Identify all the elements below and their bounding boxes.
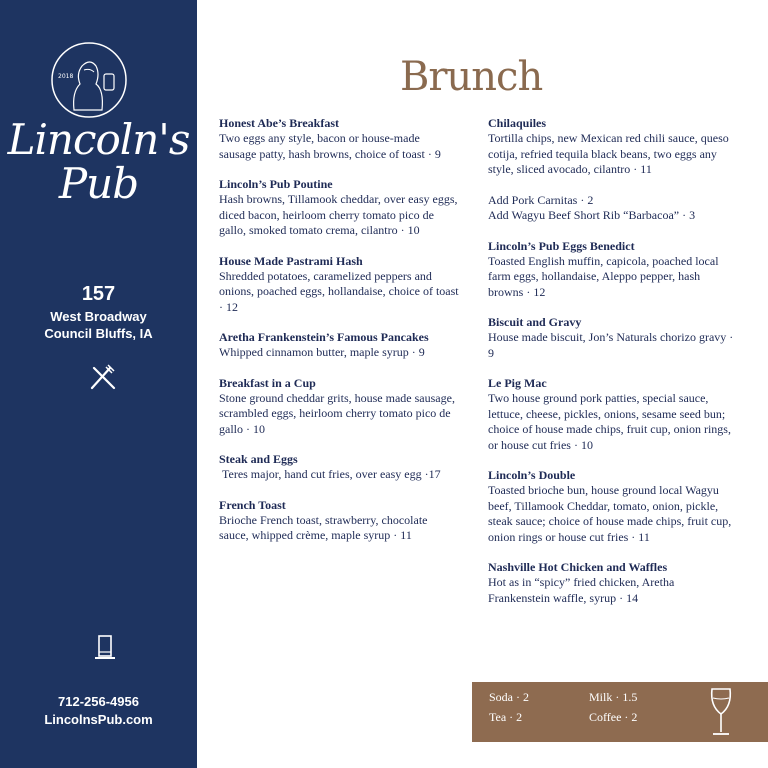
menu-item: [488, 239, 738, 301]
item-name: Lincoln’s Pub Eggs Benedict: [488, 238, 635, 253]
menu-item: [219, 177, 459, 239]
address-street: West Broadway: [50, 309, 147, 324]
item-name: Honest Abe’s Breakfast: [219, 116, 339, 130]
item-name: Aretha Frankenstein’s Famous Pancakes: [219, 330, 429, 344]
item-name: Steak and Eggs: [219, 452, 298, 466]
menu-item: [488, 468, 738, 545]
menu-item: [219, 116, 459, 162]
drink-tea: Tea · 2: [489, 710, 523, 724]
item-description: Stone ground cheddar grits, house made sausage, scrambled eggs, heirloom cherry tomato pico de gallo · 10: [219, 390, 455, 436]
utensils-icon: [88, 362, 118, 392]
addon-item: Add Pork Carnitas · 2: [488, 192, 594, 207]
item-description: Teres major, hand cut fries, over easy egg ·17: [219, 467, 441, 481]
sidebar: [0, 0, 197, 768]
item-description: Whipped cinnamon butter, maple syrup · 9: [219, 345, 425, 359]
menu-item: [488, 116, 738, 178]
item-name: Le Pig Mac: [488, 376, 547, 390]
lincoln-medallion-logo: [44, 40, 134, 120]
item-name: Chilaquiles: [488, 116, 547, 130]
menu-item: [488, 560, 738, 606]
menu-item: [219, 330, 459, 361]
item-description: Shredded potatoes, caramelized peppers and onions, poached eggs, hollandaise, choice of toast · 12: [219, 268, 459, 314]
address-number: 157: [81, 283, 116, 305]
item-name: House Made Pastrami Hash: [219, 253, 363, 268]
addon-list: [488, 193, 738, 224]
item-description: Tortilla chips, new Mexican red chili sauce, queso cotija, refried tequila black beans, two eggs any style, sliced avocado, cilantro · 11: [488, 131, 729, 176]
medallion-year: 2018: [58, 73, 74, 80]
menu-column-right: [488, 116, 738, 621]
website-link[interactable]: LincolnsPub.com: [44, 712, 153, 727]
wine-glass-icon: [704, 686, 738, 740]
item-description: Brioche French toast, strawberry, chocolate sauce, whipped crème, maple syrup · 11: [219, 512, 428, 542]
item-description: Two eggs any style, bacon or house-made sausage patty, hash browns, choice of toast · 9: [219, 131, 441, 161]
item-description: Hash browns, Tillamook cheddar, over easy eggs, diced bacon, heirloom cherry tomato pico de gallo, smoked tomato crema, cilantro · 10: [219, 192, 458, 237]
menu-item: [219, 254, 459, 316]
item-name: Lincoln’s Double: [488, 468, 576, 482]
item-name: Breakfast in a Cup: [219, 375, 316, 390]
item-name: Nashville Hot Chicken and Waffles: [488, 560, 668, 574]
top-hat-icon: [94, 634, 116, 662]
menu-item: [488, 376, 738, 453]
brand-line-1: Lincoln's: [7, 115, 190, 164]
menu-item: [219, 452, 459, 483]
menu-column-left: [219, 116, 459, 559]
item-name: French Toast: [219, 497, 286, 512]
menu-item: [219, 376, 459, 438]
brand-title: [0, 115, 197, 208]
menu-item: [219, 498, 459, 544]
item-description: Hot as in “spicy” fried chicken, Aretha Frankenstein waffle, syrup · 14: [488, 575, 675, 605]
item-description: Two house ground pork patties, special sauce, lettuce, cheese, pickles, onions, sesame seed bun; choice of house made chips, fruit cup, onion rings, or house cut fries · 10: [488, 391, 731, 452]
drink-milk: Milk · 1.5: [589, 690, 638, 704]
addon-item: Add Wagyu Beef Short Rib “Barbacoa” · 3: [488, 208, 696, 222]
drink-soda: Soda · 2: [489, 690, 529, 704]
item-name: Lincoln’s Pub Poutine: [219, 177, 333, 191]
drinks-panel: [472, 682, 768, 742]
phone-number: 712-256-4956: [58, 694, 139, 709]
brand-line-2: Pub: [58, 159, 139, 208]
item-description: Toasted English muffin, capicola, poached local farm eggs, hollandaise, Aleppo pepper, hash browns · 12: [488, 253, 719, 299]
item-description: House made biscuit, Jon’s Naturals chorizo gravy · 9: [488, 330, 734, 360]
item-name: Biscuit and Gravy: [488, 315, 582, 329]
menu-title: Brunch: [400, 54, 543, 100]
item-description: Toasted brioche bun, house ground local Wagyu beef, Tillamook Cheddar, tomato, onion, pickle, steak sauce; choice of house made chips, fruit cup, onion rings or house cut fries · 11: [488, 483, 732, 544]
menu-item: [488, 315, 738, 361]
address-city: Council Bluffs, IA: [44, 326, 153, 341]
drink-coffee: Coffee · 2: [589, 710, 638, 724]
